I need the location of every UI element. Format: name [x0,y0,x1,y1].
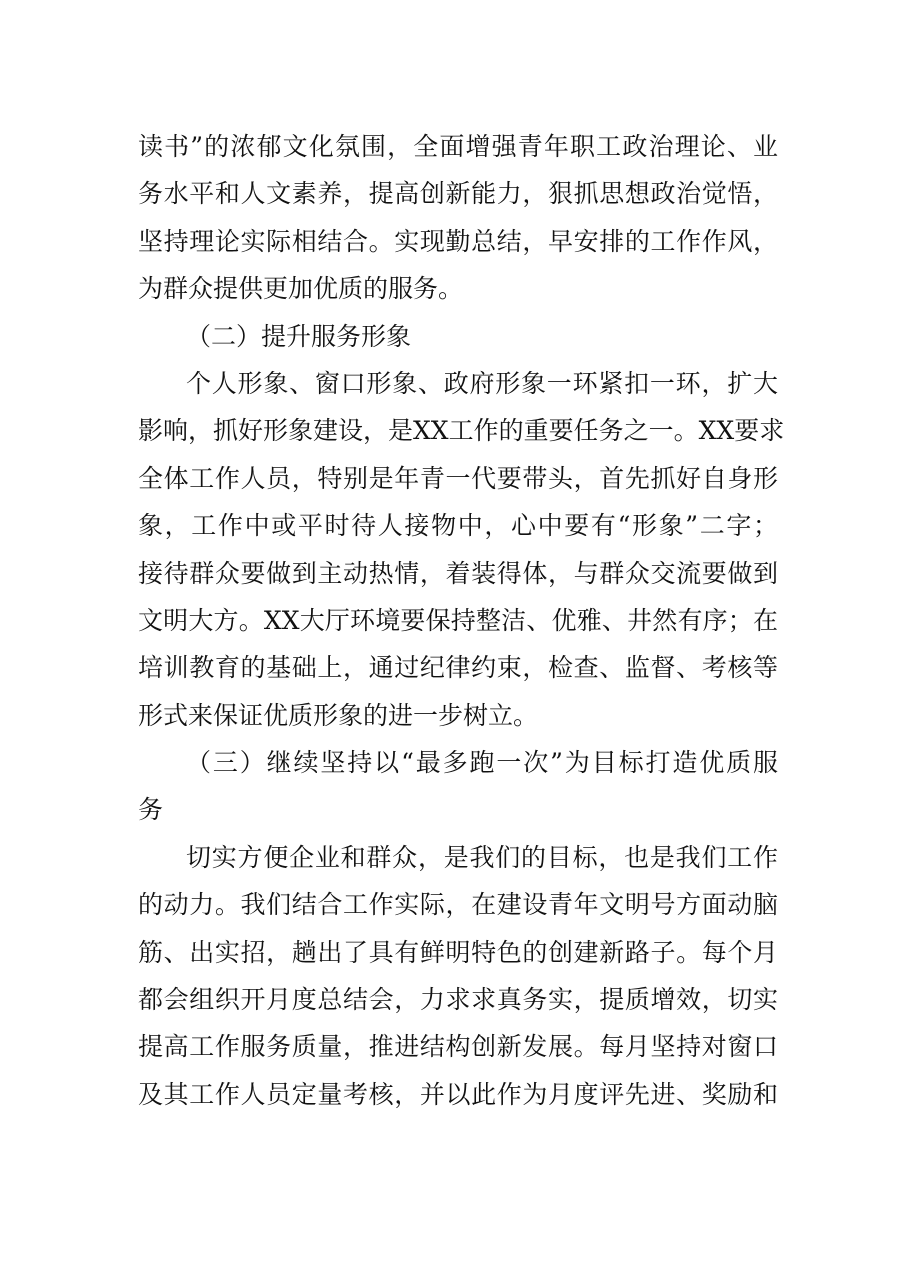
paragraph-line: 象，工作中或平时待人接物中，心中要有“形象”二字； [138,511,778,541]
paragraph-line: 筋、出实招，趟出了具有鲜明特色的创建新路子。每个月 [138,937,778,967]
section-heading-line: （三）继续坚持以“最多跑一次”为目标打造优质服 [186,748,778,778]
paragraph-line: 接待群众要做到主动热情，着装得体，与群众交流要做到 [138,558,778,588]
document-body [138,123,785,1118]
paragraph-line: 及其工作人员定量考核，并以此作为月度评先进、奖励和 [138,1079,778,1109]
paragraph-line: 为群众提供更加优质的服务。 [138,274,464,304]
paragraph-line: 切实方便企业和群众，是我们的目标，也是我们工作 [186,842,778,872]
paragraph-line: 培训教育的基础上，通过纪律约束，检查、监督、考核等 [138,653,778,683]
paragraph-line: 提高工作服务质量，推进结构创新发展。每月坚持对窗口 [138,1032,778,1062]
paragraph-line: 的动力。我们结合工作实际，在建设青年文明号方面动脑 [138,890,778,920]
paragraph-line: 坚持理论实际相结合。实现勤总结，早安排的工作作风， [138,226,778,256]
paragraph-line: 务水平和人文素养，提高创新能力，狠抓思想政治觉悟， [138,179,778,209]
paragraph-line: 个人形象、窗口形象、政府形象一环紧扣一环，扩大 [186,368,778,398]
paragraph-line: 都会组织开月度总结会，力求求真务实，提质增效，切实 [138,985,778,1015]
paragraph-line: 形式来保证优质形象的进一步树立。 [138,700,539,730]
paragraph-line: 影响，抓好形象建设，是XX工作的重要任务之一。XX要求 [138,416,785,446]
paragraph-line: 文明大方。XX大厅环境要保持整洁、优雅、井然有序；在 [138,605,778,635]
paragraph-line: 读书”的浓郁文化氛围，全面增强青年职工政治理论、业 [138,132,778,161]
paragraph-line: 务 [138,795,164,825]
section-heading-line: （二）提升服务形象 [186,321,412,351]
paragraph-line: 全体工作人员，特别是年青一代要带头，首先抓好自身形 [138,463,778,493]
